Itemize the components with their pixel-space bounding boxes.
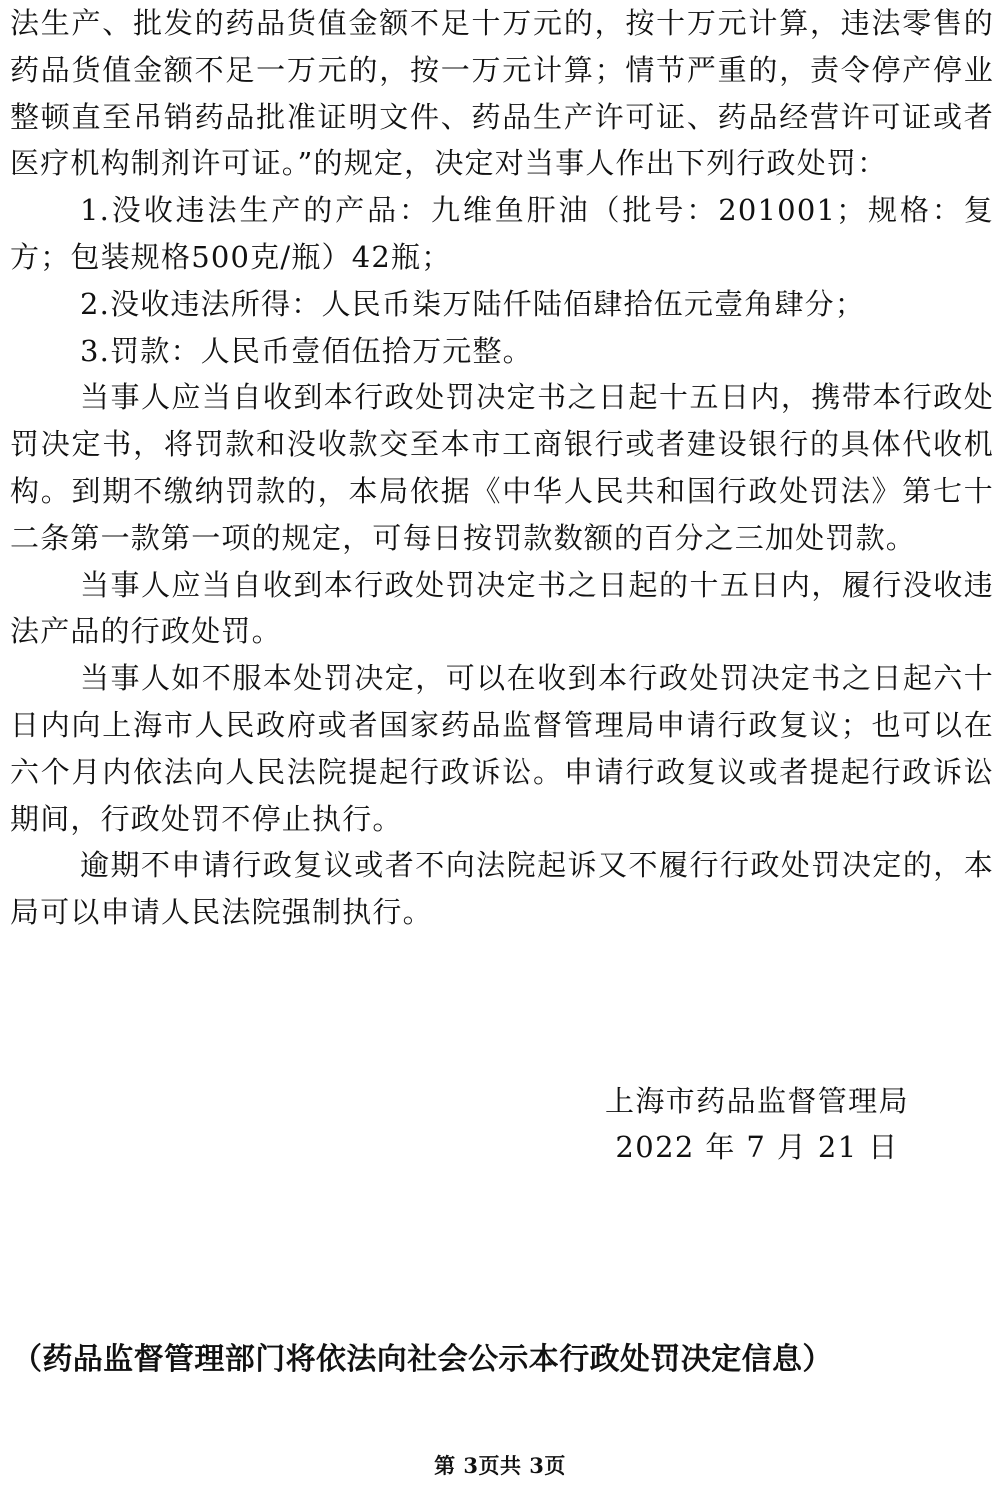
penalty-item-2: 2.没收违法所得：人民币柒万陆仟陆佰肆拾伍元壹角肆分； [80,286,866,321]
confiscation-paragraph: 当事人应当自收到本行政处罚决定书之日起的十五日内，履行没收违法产品的行政处罚。 [10,567,994,649]
enforcement-paragraph: 逾期不申请行政复议或者不向法院起诉又不履行行政处罚决定的，本局可以申请人民法院强制执行。 [10,848,994,930]
penalty-item-1: 1.没收违法生产的产品：九维鱼肝油（批号：201001；规格：复方；包装规格500克/瓶）42瓶； [10,193,994,274]
signature-block [560,1078,954,1170]
issue-date: 2022 年 7 月 21 日 [615,1130,899,1164]
body-paragraph-1: 法生产、批发的药品货值金额不足十万元的，按十万元计算，违法零售的药品货值金额不足一万元的，按一万元计算；情节严重的，责令停产停业整顿直至吊销药品批准证明文件、药品生产许可证、药品经营许可证或者医疗机构制剂许可证。”的规定，决定对当事人作出下列行政处罚： [10,6,994,181]
page-number: 第 3页共 3页 [434,1453,566,1478]
appeal-paragraph: 当事人如不服本处罚决定，可以在收到本行政处罚决定书之日起六十日内向上海市人民政府或者国家药品监督管理局申请行政复议；也可以在六个月内依法向人民法院提起行政诉讼。申请行政复议或者提起行政诉讼期间，行政处罚不停止执行。 [10,661,994,836]
penalty-item-3: 3.罚款：人民币壹佰伍拾万元整。 [80,333,533,368]
public-notice: （药品监督管理部门将依法向社会公示本行政处罚决定信息） [12,1342,833,1377]
payment-paragraph: 当事人应当自收到本行政处罚决定书之日起十五日内，携带本行政处罚决定书，将罚款和没收款交至本市工商银行或者建设银行的具体代收机构。到期不缴纳罚款的，本局依据《中华人民共和国行政处罚法》第七十二条第一款第一项的规定，可每日按罚款数额的百分之三加处罚款。 [10,380,994,555]
document-body [10,0,994,936]
issuing-organization: 上海市药品监督管理局 [604,1084,909,1118]
